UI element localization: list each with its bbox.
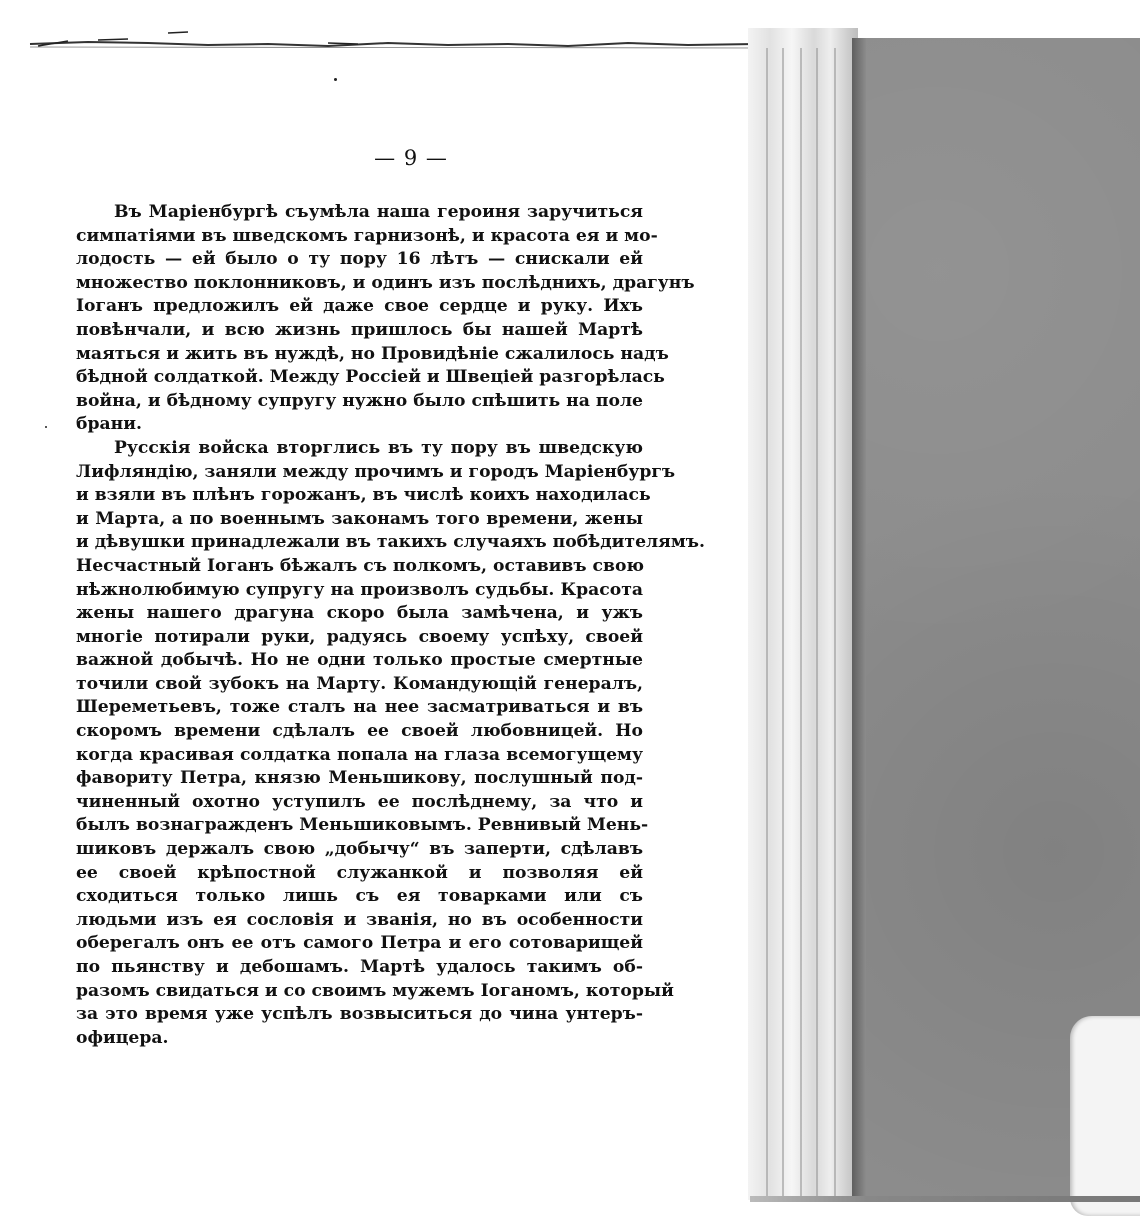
body-text	[76, 201, 705, 1050]
text-line: и взяли въ плѣнъ горожанъ, въ числѣ коихъ находилась	[76, 485, 651, 506]
text-line: бѣдной солдаткой. Между Россіей и Швеціей разгорѣлась	[76, 367, 665, 388]
text-line: ее своей крѣпостной служанкой и позволяя ей	[76, 862, 643, 883]
text-line: Несчастный Іоганъ бѣжалъ съ полкомъ, оставивъ свою	[76, 555, 645, 576]
page-block-edge	[748, 28, 858, 1200]
text-line: офицера.	[76, 1027, 169, 1048]
page-edge-line	[816, 48, 818, 1198]
text-line: фавориту Петра, князю Меньшикову, послушный под-	[76, 768, 643, 789]
text-line: маяться и жить въ нуждѣ, но Провидѣніе сжалилось надъ	[76, 343, 669, 364]
text-line: Въ Маріенбургѣ съумѣла наша героиня заручиться	[114, 202, 643, 222]
cover-label-patch	[1070, 1016, 1140, 1216]
page-edge-line	[766, 48, 768, 1198]
text-line: многіе потирали руки, радуясь своему успѣху, своей	[76, 626, 643, 647]
text-line: по пьянству и дебошамъ. Мартѣ удалось такимъ об-	[76, 957, 643, 977]
text-line: и дѣвушки принадлежали въ такихъ случаяхъ побѣдителямъ.	[76, 532, 705, 553]
text-line: шиковъ держалъ свою „добычу“ въ заперти, сдѣлавъ	[76, 839, 643, 860]
text-line: повѣнчали, и всю жизнь пришлось бы нашей Мартѣ	[76, 319, 643, 340]
text-line: Лифляндію, заняли между прочимъ и городъ Маріенбургъ	[76, 461, 676, 482]
page-edge-line	[782, 48, 784, 1198]
page-edge-line	[834, 48, 836, 1198]
text-line: множество поклонниковъ, и одинъ изъ послѣднихъ, драгунъ	[76, 272, 695, 293]
text-line: людьми изъ ея сословія и званія, но въ особенности	[76, 909, 643, 930]
page-edge-line	[800, 48, 802, 1198]
text-line: и Марта, а по военнымъ законамъ того времени, жены	[76, 508, 643, 529]
text-page	[76, 0, 705, 1232]
text-line: Іоганъ предложилъ ей даже свое сердце и руку. Ихъ	[76, 296, 643, 317]
scan-speck	[45, 426, 47, 428]
text-line: Шереметьевъ, тоже сталъ на нее засматриваться и въ	[76, 697, 643, 718]
text-line: нѣжнолюбимую супругу на произволъ судьбы. Красота	[76, 579, 643, 600]
book-spine-and-cover	[748, 28, 1140, 1200]
cover-bottom-edge	[750, 1196, 1140, 1202]
text-line: Русскія войска вторглись въ ту пору въ шведскую	[114, 437, 643, 458]
text-line: чиненный охотно уступилъ ее послѣднему, за что и	[76, 791, 643, 812]
text-line: былъ вознагражденъ Меньшиковымъ. Ревнивый Мень-	[76, 815, 649, 836]
text-line: скоромъ времени сдѣлалъ ее своей любовницей. Но	[76, 721, 643, 742]
text-line: важной добычѣ. Но не одни только простые смертные	[76, 650, 643, 671]
text-line: когда красивая солдатка попала на глаза всемогущему	[76, 744, 643, 765]
page-number: — 9 —	[374, 146, 448, 170]
text-line: лодость — ей было о ту пору 16 лѣтъ — снискали ей	[76, 249, 643, 270]
text-line: разомъ свидаться и со своимъ мужемъ Іоганомъ, который	[76, 980, 674, 1001]
text-line: жены нашего драгуна скоро была замѣчена, и ужъ	[76, 603, 643, 624]
text-line: симпатіями въ шведскомъ гарнизонѣ, и красота ея и мо-	[76, 225, 658, 246]
text-line: брани.	[76, 414, 142, 435]
cover-edge-shadow	[852, 38, 866, 1200]
text-line: за это время уже успѣлъ возвыситься до чина унтеръ-	[76, 1004, 643, 1025]
text-line: война, и бѣдному супругу нужно было спѣшить на поле	[76, 390, 643, 411]
text-line: сходиться только лишь съ ея товарками или съ	[76, 886, 643, 907]
text-line: точили свой зубокъ на Марту. Командующій генералъ,	[76, 673, 643, 694]
text-line: оберегалъ онъ ее отъ самого Петра и его сотоварищей	[76, 933, 643, 954]
